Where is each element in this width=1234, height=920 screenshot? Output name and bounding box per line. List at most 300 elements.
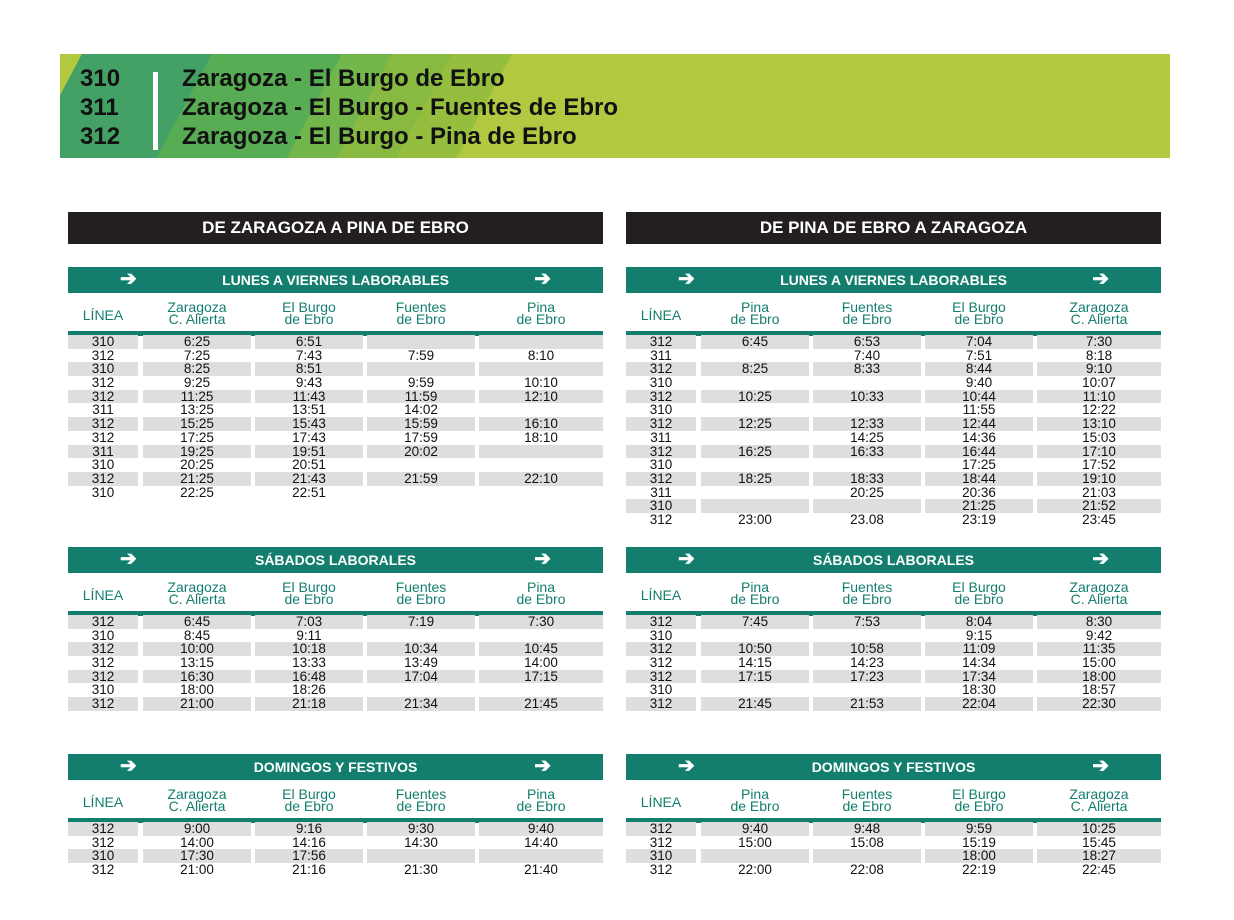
time-cell: 15:19 (962, 834, 996, 850)
time-cell: 14:15 (738, 655, 772, 671)
time-cell: 9:59 (925, 822, 1033, 836)
column-header-row (68, 299, 603, 336)
time-cell (701, 683, 809, 697)
table-row (626, 863, 1161, 877)
line-number-cell: 312 (649, 511, 673, 527)
time-cell: 10:00 (143, 642, 251, 656)
time-cell: 10:25 (1037, 822, 1161, 836)
line-number-cell: 310 (626, 849, 696, 863)
time-cell: 11:55 (962, 402, 996, 418)
table-row (626, 445, 1161, 459)
route-banner (60, 54, 1170, 158)
line-number-cell: 312 (91, 655, 115, 671)
time-cell: 6:25 (143, 335, 251, 349)
time-cell: 11:10 (1037, 390, 1161, 404)
table-row (626, 629, 1161, 643)
line-number-cell: 311 (650, 429, 672, 445)
time-cell: 16:33 (813, 445, 921, 459)
time-cell: 15:25 (143, 417, 251, 431)
time-cell: 14:00 (180, 834, 214, 850)
time-cell: 8:04 (925, 615, 1033, 629)
arrow-right-icon: ➔ (1092, 548, 1109, 570)
table-row (626, 513, 1161, 527)
table-row (626, 390, 1161, 404)
time-cell: 21:25 (925, 499, 1033, 513)
time-cell: 18:00 (1037, 670, 1161, 684)
time-cell: 9:40 (701, 822, 809, 836)
column-header-stop: El Burgo de Ebro (952, 579, 1006, 607)
time-cell: 16:30 (143, 670, 251, 684)
time-cell: 22:30 (1037, 697, 1161, 711)
time-cell (367, 849, 475, 863)
column-header-row (68, 786, 603, 823)
time-cell: 17:04 (367, 670, 475, 684)
time-cell: 7:51 (965, 347, 993, 363)
time-cell: 17:23 (813, 670, 921, 684)
line-number-cell: 310 (649, 682, 673, 698)
time-cell: 10:50 (701, 642, 809, 656)
time-cell: 20:51 (292, 457, 326, 473)
line-number-cell: 312 (68, 670, 138, 684)
time-cell: 18:30 (962, 682, 996, 698)
line-number-cell: 312 (649, 834, 673, 850)
line-number-cell: 312 (91, 834, 115, 850)
table-row (626, 376, 1161, 390)
timetable-rows (68, 335, 603, 499)
time-cell: 7:19 (367, 615, 475, 629)
arrow-right-icon: ➔ (1092, 755, 1109, 777)
time-cell: 15:45 (1082, 834, 1116, 850)
time-cell: 12:10 (479, 390, 603, 404)
inbound-direction-title: DE PINA DE EBRO A ZARAGOZA (626, 212, 1161, 244)
table-row (68, 486, 603, 500)
time-cell: 7:59 (407, 347, 435, 363)
schedule-section-title: LUNES A VIERNES LABORABLES (780, 272, 1007, 288)
time-cell: 14:23 (850, 655, 884, 671)
time-cell: 17:15 (479, 670, 603, 684)
line-number-cell: 312 (649, 655, 673, 671)
time-cell: 22:51 (292, 484, 326, 500)
table-row (68, 472, 603, 486)
time-cell: 9:43 (295, 375, 323, 391)
time-cell: 15:08 (850, 834, 884, 850)
line-number-cell: 312 (68, 472, 138, 486)
time-cell (479, 445, 603, 459)
time-cell: 7:30 (479, 615, 603, 629)
line-number-cell: 312 (626, 445, 696, 459)
route-name: Zaragoza - El Burgo de Ebro (182, 65, 505, 92)
line-number-cell: 312 (649, 862, 673, 878)
time-cell: 21:00 (143, 697, 251, 711)
arrow-right-icon: ➔ (678, 268, 695, 290)
time-cell: 17:30 (143, 849, 251, 863)
time-cell: 9:10 (1037, 362, 1161, 376)
time-cell: 21:45 (479, 697, 603, 711)
table-row (626, 697, 1161, 711)
table-row (626, 822, 1161, 836)
time-cell (813, 683, 921, 697)
column-header-stop: Pina de Ebro (516, 299, 566, 327)
line-number-cell: 311 (650, 347, 672, 363)
arrow-right-icon: ➔ (120, 548, 137, 570)
line-number-cell: 312 (626, 335, 696, 349)
column-header-stop: Pina de Ebro (516, 786, 566, 814)
time-cell: 9:30 (367, 822, 475, 836)
time-cell: 15:43 (255, 417, 363, 431)
schedule-section-bar (68, 267, 603, 293)
time-cell (701, 849, 809, 863)
time-cell: 9:25 (183, 375, 211, 391)
time-cell: 12:25 (701, 417, 809, 431)
arrow-right-icon: ➔ (534, 268, 551, 290)
time-cell (701, 458, 809, 472)
line-number-cell: 312 (626, 697, 696, 711)
time-cell: 18:44 (925, 472, 1033, 486)
time-cell: 22:19 (962, 862, 996, 878)
column-header-stop: Fuentes de Ebro (841, 579, 893, 607)
time-cell: 20:36 (962, 484, 996, 500)
line-number-cell: 310 (68, 335, 138, 349)
time-cell: 11:35 (1037, 642, 1161, 656)
column-header-stop: Fuentes de Ebro (395, 579, 447, 607)
table-row (68, 431, 603, 445)
schedule-section-bar (68, 754, 603, 780)
time-cell: 10:45 (479, 642, 603, 656)
time-cell (479, 683, 603, 697)
time-cell: 17:15 (701, 670, 809, 684)
line-number-cell: 310 (91, 457, 115, 473)
line-number-cell: 310 (68, 849, 138, 863)
time-cell (479, 362, 603, 376)
table-row (626, 486, 1161, 500)
time-cell (367, 458, 475, 472)
time-cell: 17:52 (1082, 457, 1116, 473)
time-cell: 15:00 (738, 834, 772, 850)
column-header-row (68, 579, 603, 616)
time-cell: 14:40 (524, 834, 558, 850)
schedule-section-bar (626, 267, 1161, 293)
table-row (626, 836, 1161, 850)
line-number-cell: 310 (68, 362, 138, 376)
column-header-stop: Zaragoza C. Alierta (167, 786, 227, 814)
table-row (68, 362, 603, 376)
time-cell (701, 431, 809, 445)
table-row (68, 642, 603, 656)
column-header-row (626, 579, 1161, 616)
column-header-stop: Zaragoza C. Alierta (1069, 786, 1129, 814)
time-cell: 21:00 (180, 862, 214, 878)
time-cell: 19:25 (143, 445, 251, 459)
time-cell: 9:40 (965, 375, 993, 391)
line-number-cell: 312 (68, 822, 138, 836)
line-number-cell: 310 (91, 627, 115, 643)
time-cell: 11:09 (925, 642, 1033, 656)
time-cell: 18:33 (813, 472, 921, 486)
line-number-cell: 312 (626, 417, 696, 431)
time-cell: 13:15 (180, 655, 214, 671)
column-header-linea: LÍNEA (640, 794, 682, 810)
line-number-cell: 311 (650, 484, 672, 500)
column-header-stop: El Burgo de Ebro (952, 299, 1006, 327)
line-number-cell: 310 (91, 682, 115, 698)
time-cell: 8:18 (1085, 347, 1113, 363)
time-cell: 9:15 (965, 627, 993, 643)
time-cell: 14:36 (962, 429, 996, 445)
table-row (626, 670, 1161, 684)
route-line-311 (80, 93, 618, 122)
time-cell: 9:00 (143, 822, 251, 836)
time-cell: 17:56 (255, 849, 363, 863)
time-cell: 10:33 (813, 390, 921, 404)
schedule-section-title: DOMINGOS Y FESTIVOS (253, 759, 418, 775)
time-cell: 9:11 (296, 627, 322, 643)
table-row (626, 683, 1161, 697)
time-cell: 23.08 (850, 511, 884, 527)
table-row (626, 642, 1161, 656)
time-cell: 8:33 (813, 362, 921, 376)
timetable-rows (626, 615, 1161, 711)
time-cell: 21:45 (701, 697, 809, 711)
table-row (68, 417, 603, 431)
time-cell (701, 403, 809, 417)
column-header-stop: Zaragoza C. Alierta (167, 579, 227, 607)
table-row (68, 458, 603, 472)
column-header-stop: Zaragoza C. Alierta (167, 299, 227, 327)
table-row (626, 656, 1161, 670)
column-header-stop: Zaragoza C. Alierta (1069, 299, 1129, 327)
time-cell: 22:10 (479, 472, 603, 486)
table-row (626, 472, 1161, 486)
time-cell: 7:04 (925, 335, 1033, 349)
time-cell: 14:34 (962, 655, 996, 671)
table-row (626, 458, 1161, 472)
time-cell (367, 486, 475, 500)
table-row (68, 376, 603, 390)
line-number-cell: 312 (68, 615, 138, 629)
time-cell: 8:51 (255, 362, 363, 376)
time-cell: 10:18 (255, 642, 363, 656)
table-row (626, 499, 1161, 513)
line-number-cell: 312 (68, 417, 138, 431)
schedule-section-title: LUNES A VIERNES LABORABLES (222, 272, 449, 288)
column-header-linea: LÍNEA (82, 307, 124, 323)
table-row (626, 362, 1161, 376)
time-cell: 20:02 (367, 445, 475, 459)
time-cell: 15:00 (1082, 655, 1116, 671)
line-number-cell: 312 (626, 670, 696, 684)
time-cell: 7:30 (1037, 335, 1161, 349)
time-cell: 13:10 (1037, 417, 1161, 431)
time-cell: 15:03 (1082, 429, 1116, 445)
schedule-section-bar (626, 547, 1161, 573)
arrow-right-icon: ➔ (678, 548, 695, 570)
line-number-cell: 312 (91, 347, 115, 363)
route-line-310 (80, 64, 505, 93)
time-cell: 11:25 (143, 390, 251, 404)
arrow-right-icon: ➔ (120, 268, 137, 290)
time-cell: 6:51 (255, 335, 363, 349)
time-cell: 19:51 (255, 445, 363, 459)
time-cell (701, 349, 809, 363)
column-header-linea: LÍNEA (82, 794, 124, 810)
line-number-cell: 312 (91, 375, 115, 391)
time-cell: 8:30 (1037, 615, 1161, 629)
time-cell: 12:33 (813, 417, 921, 431)
line-number-cell: 312 (626, 615, 696, 629)
time-cell: 17:34 (925, 670, 1033, 684)
time-cell: 7:40 (853, 347, 881, 363)
time-cell: 10:10 (524, 375, 558, 391)
table-row (68, 656, 603, 670)
time-cell: 6:45 (701, 335, 809, 349)
table-row (68, 390, 603, 404)
table-row (626, 417, 1161, 431)
table-row (68, 335, 603, 349)
column-header-stop: El Burgo de Ebro (952, 786, 1006, 814)
line-number-cell: 312 (626, 362, 696, 376)
column-header-stop: El Burgo de Ebro (282, 579, 336, 607)
time-cell: 14:00 (524, 655, 558, 671)
time-cell: 23:00 (738, 511, 772, 527)
time-cell (479, 629, 603, 643)
timetable-rows (68, 615, 603, 711)
time-cell: 16:10 (479, 417, 603, 431)
line-number-cell: 311 (68, 445, 138, 459)
time-cell: 12:22 (1082, 402, 1116, 418)
column-header-stop: Pina de Ebro (730, 299, 780, 327)
time-cell: 18:27 (1037, 849, 1161, 863)
time-cell (813, 499, 921, 513)
table-row (68, 849, 603, 863)
line-number-cell: 310 (649, 627, 673, 643)
time-cell: 16:25 (701, 445, 809, 459)
table-row (626, 849, 1161, 863)
time-cell: 10:58 (813, 642, 921, 656)
time-cell: 16:44 (925, 445, 1033, 459)
column-header-stop: Fuentes de Ebro (395, 299, 447, 327)
arrow-right-icon: ➔ (534, 755, 551, 777)
route-line-312 (80, 122, 577, 151)
time-cell (813, 403, 921, 417)
time-cell: 6:45 (143, 615, 251, 629)
column-header-stop: Pina de Ebro (516, 579, 566, 607)
time-cell: 21:43 (255, 472, 363, 486)
table-row (626, 615, 1161, 629)
route-number: 311 (80, 94, 119, 121)
table-row (68, 683, 603, 697)
table-row (68, 403, 603, 417)
time-cell: 14:25 (850, 429, 884, 445)
column-header-linea: LÍNEA (640, 587, 682, 603)
time-cell: 8:10 (527, 347, 555, 363)
time-cell (701, 629, 809, 643)
time-cell (367, 335, 475, 349)
time-cell: 9:40 (479, 822, 603, 836)
schedule-section-title: SÁBADOS LABORALES (812, 552, 974, 568)
table-row (68, 349, 603, 363)
time-cell: 23:45 (1082, 511, 1116, 527)
line-number-cell: 312 (68, 697, 138, 711)
time-cell: 21:40 (524, 862, 558, 878)
time-cell: 10:34 (367, 642, 475, 656)
time-cell (701, 376, 809, 390)
column-header-stop: Fuentes de Ebro (395, 786, 447, 814)
time-cell: 7:45 (701, 615, 809, 629)
table-row (68, 822, 603, 836)
line-number-cell: 312 (91, 862, 115, 878)
line-number-cell: 310 (626, 499, 696, 513)
time-cell: 21:52 (1037, 499, 1161, 513)
column-header-stop: Zaragoza C. Alierta (1069, 579, 1129, 607)
time-cell: 22:08 (850, 862, 884, 878)
route-number: 310 (80, 65, 121, 92)
time-cell: 21:59 (367, 472, 475, 486)
time-cell: 13:33 (292, 655, 326, 671)
route-number: 312 (80, 123, 121, 150)
time-cell: 10:44 (925, 390, 1033, 404)
time-cell (813, 629, 921, 643)
line-number-cell: 310 (649, 402, 673, 418)
column-header-stop: Fuentes de Ebro (841, 299, 893, 327)
time-cell: 21:03 (1082, 484, 1116, 500)
time-cell: 18:00 (180, 682, 214, 698)
time-cell: 11:59 (367, 390, 475, 404)
table-row (68, 615, 603, 629)
outbound-direction-title: DE ZARAGOZA A PINA DE EBRO (68, 212, 603, 244)
table-row (626, 349, 1161, 363)
time-cell: 15:59 (367, 417, 475, 431)
table-row (68, 836, 603, 850)
time-cell: 8:25 (701, 362, 809, 376)
time-cell (479, 486, 603, 500)
arrow-right-icon: ➔ (678, 755, 695, 777)
table-row (626, 431, 1161, 445)
line-number-cell: 312 (68, 642, 138, 656)
time-cell: 18:10 (524, 429, 558, 445)
column-header-stop: Pina de Ebro (730, 579, 780, 607)
timetable-rows (68, 822, 603, 877)
column-header-linea: LÍNEA (640, 307, 682, 323)
time-cell (479, 403, 603, 417)
time-cell: 21:34 (367, 697, 475, 711)
arrow-right-icon: ➔ (1092, 268, 1109, 290)
route-name: Zaragoza - El Burgo - Pina de Ebro (182, 123, 577, 150)
time-cell: 9:16 (255, 822, 363, 836)
column-header-row (626, 786, 1161, 823)
time-cell: 7:43 (295, 347, 323, 363)
table-row (68, 697, 603, 711)
time-cell: 10:07 (1082, 375, 1116, 391)
time-cell: 20:25 (850, 484, 884, 500)
time-cell: 21:30 (404, 862, 438, 878)
time-cell: 22:04 (925, 697, 1033, 711)
time-cell: 12:44 (925, 417, 1033, 431)
time-cell: 11:43 (255, 390, 363, 404)
time-cell (813, 849, 921, 863)
schedule-section-bar (68, 547, 603, 573)
column-header-stop: El Burgo de Ebro (282, 786, 336, 814)
time-cell: 10:25 (701, 390, 809, 404)
table-row (626, 335, 1161, 349)
time-cell: 23:19 (962, 511, 996, 527)
time-cell: 13:25 (180, 402, 214, 418)
time-cell: 21:53 (813, 697, 921, 711)
line-number-cell: 310 (91, 484, 115, 500)
column-header-stop: Pina de Ebro (730, 786, 780, 814)
route-name: Zaragoza - El Burgo - Fuentes de Ebro (182, 94, 619, 121)
line-number-cell: 312 (626, 822, 696, 836)
time-cell: 18:25 (701, 472, 809, 486)
